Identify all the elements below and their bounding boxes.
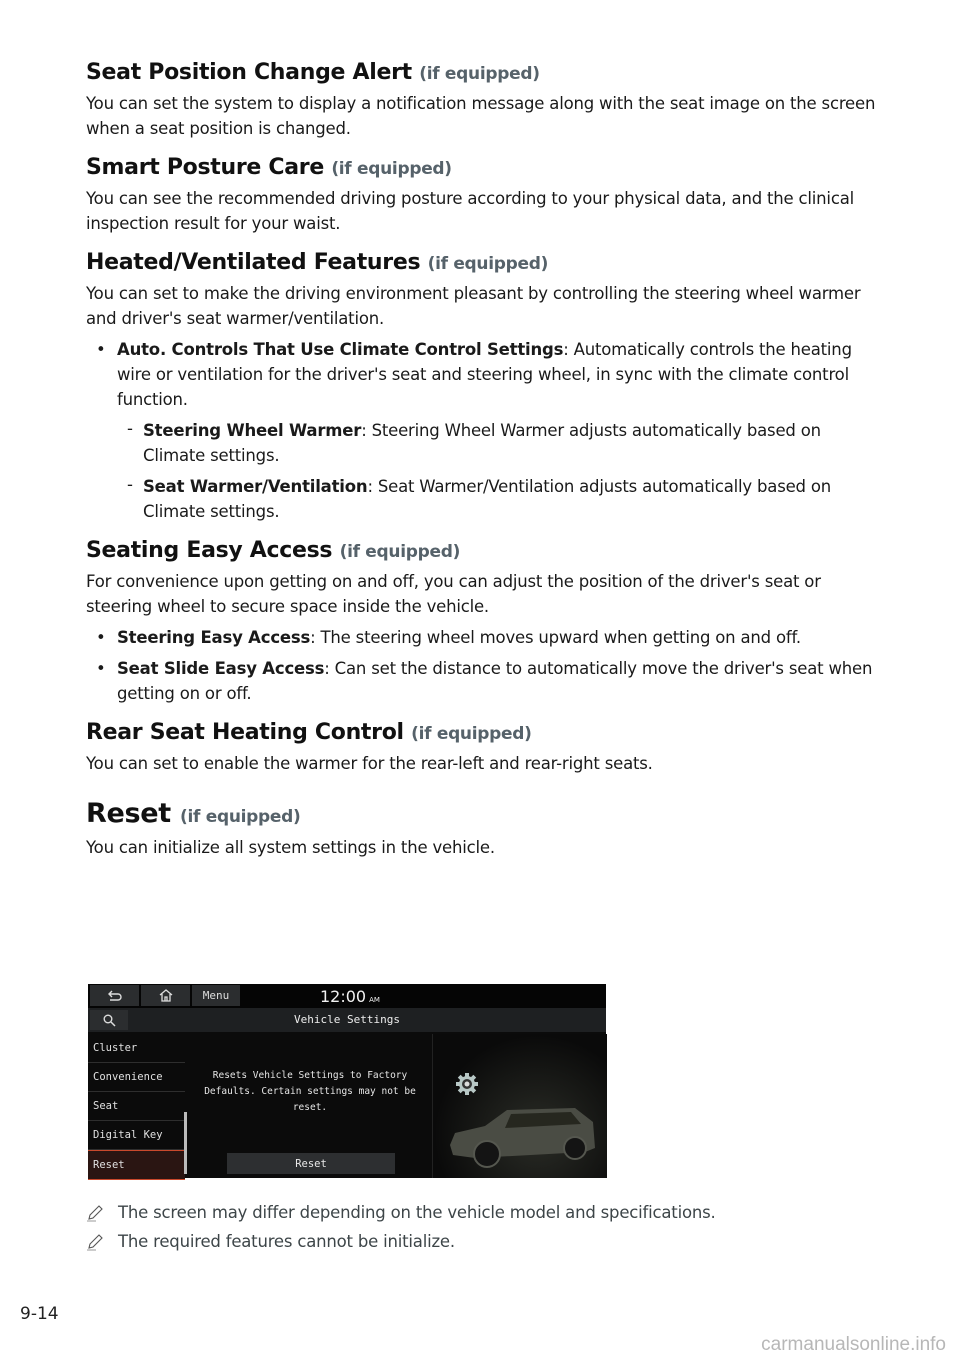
section-seat-position-alert [86, 60, 886, 141]
section-smart-posture-care [86, 155, 886, 236]
section-heated-ventilated [86, 250, 886, 524]
car-icon [445, 1100, 600, 1172]
watermark[interactable]: carmanualsonline.info [761, 1334, 946, 1355]
home-button[interactable] [141, 985, 190, 1006]
search-icon [103, 1014, 116, 1027]
bullet-item: • Auto. Controls That Use Climate Control Settings: Automatically controls the heating wire or ventilation for the driver's seat and steering wheel, in sync with the climate control function. - Steering Wheel Warmer: Steering Wheel Warmer adjusts automatically based on Climate settings. - Seat Warmer/Ventilation: Seat Warmer/Ventilation adjusts automatically based on Climate settings. [86, 337, 886, 524]
section-heading: Rear Seat Heating Control (if equipped) [86, 720, 532, 745]
sub-item: - Seat Warmer/Ventilation: Seat Warmer/Ventilation adjusts automatically based on Climate settings. [117, 474, 886, 524]
clock: 12:00 AM [320, 987, 380, 1006]
back-icon [107, 990, 123, 1002]
section-heading: Seat Position Change Alert (if equipped) [86, 60, 540, 85]
section-heading: Heated/Ventilated Features (if equipped) [86, 250, 549, 275]
manual-page [86, 60, 886, 874]
page-number: 9-14 [20, 1304, 59, 1324]
section-reset [86, 798, 886, 860]
title-bar [88, 1008, 606, 1032]
section-heading: Reset (if equipped) [86, 798, 301, 829]
section-body: You can set to make the driving environment pleasant by controlling the steering wheel warmer and driver's seat warmer/ventilation. [86, 284, 861, 328]
menu-item-digital-key[interactable]: Digital Key [88, 1121, 185, 1150]
section-heading: Smart Posture Care (if equipped) [86, 155, 452, 180]
back-button[interactable] [90, 985, 139, 1006]
vehicle-image-panel [432, 1034, 607, 1178]
home-icon [159, 989, 173, 1002]
bullet-item: • Seat Slide Easy Access: Can set the distance to automatically move the driver's seat when getting on or off. [86, 656, 886, 706]
pencil-icon [86, 1233, 104, 1251]
section-body: You can see the recommended driving posture according to your physical data, and the clinical inspection result for your waist. [86, 189, 854, 233]
menu-item-reset[interactable]: Reset [88, 1150, 185, 1180]
menu-button[interactable]: Menu [192, 985, 240, 1006]
section-body: You can set the system to display a notification message along with the seat image on the screen when a seat position is changed. [86, 94, 876, 138]
gear-icon [455, 1072, 479, 1096]
section-heading: Seating Easy Access (if equipped) [86, 538, 461, 563]
section-body: For convenience upon getting on and off, you can adjust the position of the driver's seat or steering wheel to secure space inside the vehicle. [86, 572, 821, 616]
section-seating-easy-access [86, 538, 886, 706]
note-item: The required features cannot be initialize. [86, 1232, 716, 1251]
section-body: You can set to enable the warmer for the rear-left and rear-right seats. [86, 754, 653, 773]
sub-item: - Steering Wheel Warmer: Steering Wheel Warmer adjusts automatically based on Climate settings. [117, 418, 886, 468]
menu-item-seat[interactable]: Seat [88, 1092, 185, 1121]
notes [86, 1203, 716, 1261]
section-rear-seat-heating [86, 720, 886, 776]
reset-button[interactable]: Reset [227, 1153, 395, 1174]
menu-item-convenience[interactable]: Convenience [88, 1063, 185, 1092]
menu-item-cluster[interactable]: Cluster [88, 1034, 185, 1063]
pencil-icon [86, 1204, 104, 1222]
infotainment-screenshot [88, 984, 606, 1178]
section-body: You can initialize all system settings in the vehicle. [86, 838, 495, 857]
search-button[interactable] [90, 1010, 128, 1030]
bullet-item: • Steering Easy Access: The steering wheel moves upward when getting on and off. [86, 625, 886, 650]
note-item: The screen may differ depending on the vehicle model and specifications. [86, 1203, 716, 1222]
screen-title: Vehicle Settings [294, 1013, 400, 1026]
settings-menu [88, 1034, 185, 1180]
reset-message: Resets Vehicle Settings to Factory Defaults. Certain settings may not be reset. [204, 1070, 416, 1113]
scrollbar[interactable] [184, 1112, 187, 1174]
